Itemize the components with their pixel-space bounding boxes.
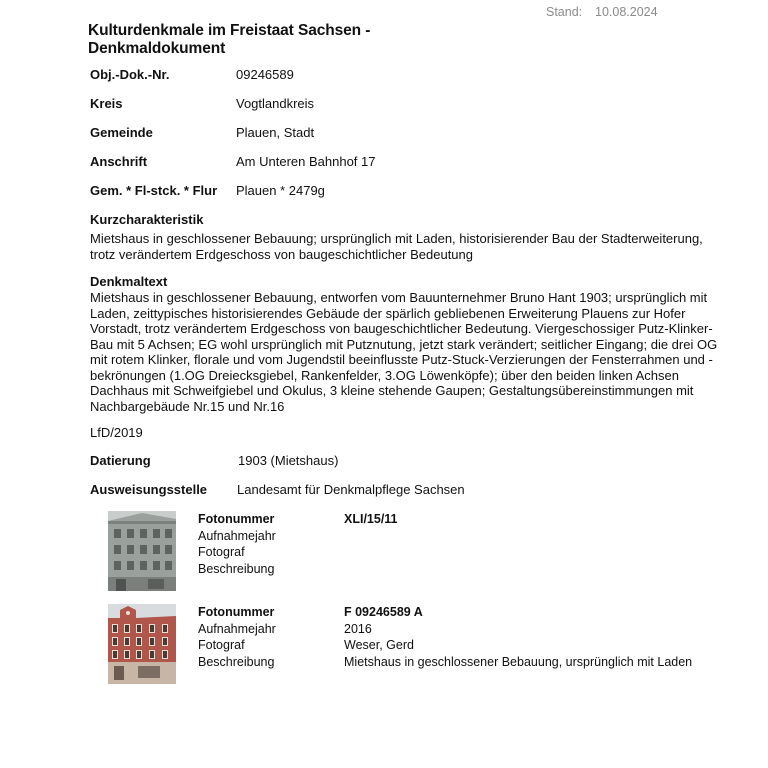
photo-2-fotograf-label: Fotograf	[198, 638, 245, 653]
objdok-value: 09246589	[236, 67, 294, 82]
photo-2-beschreibung-value: Mietshaus in geschlossener Bebauung, ursprünglich mit Laden	[344, 654, 693, 669]
photo-2-fotonummer-label: Fotonummer	[198, 605, 275, 619]
photo-2-values	[344, 604, 692, 670]
kurz-text: Mietshaus in geschlossener Bebauung; ursprünglich mit Laden, historisierender Bau der Stadterweiterung, trotz verändertem Erdgeschoss von baugeschichtlicher Bedeutung	[90, 231, 703, 262]
photo-1-labels	[198, 511, 276, 577]
gemeinde-value: Plauen, Stadt	[236, 125, 315, 140]
stand-date: 10.08.2024	[595, 5, 658, 19]
ausweisung-value: Landesamt für Denkmalpflege Sachsen	[237, 482, 465, 497]
photo-2-aufnahmejahr-value: 2016	[344, 621, 372, 636]
datierung-value: 1903 (Mietshaus)	[238, 453, 339, 468]
denkmal-text: Mietshaus in geschlossener Bebauung, entworfen vom Bauunternehmer Bruno Hant 1903; ursprünglich mit Laden, zeittypisches historisierendes Gebäude der spärlich gebliebenen Erweiterung Plauens zur Hofer Vorstadt, trotz verändertem Erdgeschoss von baugeschichtlicher Bedeutung. Viergeschossiger Putz-Klinker-Bau mit 5 Achsen; EG wohl ursprünglich mit Putznutung, jetzt stark verändert; seitlicher Eingang; die drei OG mit rotem Klinker, florale und vom Jugendstil beeinflusste Putz-Stuck-Verzierungen der Fensterrahmen und - bekrönungen (1.OG Dreiecksgiebel, Rankenfelder, 3.OG Löwenköpfe); über den beiden linken Achsen Dachhaus mit Schweifgiebel und Okulus, 3 kleine stehende Gaupen; Gestaltungsübereinstimmungen mit Nachbargebäude Nr.15 und Nr.16	[90, 290, 718, 414]
photo-1-values	[344, 511, 398, 528]
denkmal-heading: Denkmaltext	[90, 274, 168, 289]
building-photo-brick	[108, 604, 176, 684]
ausweisung-label: Ausweisungsstelle	[90, 482, 208, 497]
flur-value: Plauen * 2479g	[236, 183, 325, 198]
flur-label: Gem. * Fl-stck. * Flur	[90, 183, 218, 198]
photo-thumbnail-1[interactable]	[108, 511, 176, 591]
title-line-1: Kulturdenkmale im Freistaat Sachsen -	[88, 22, 371, 39]
photo-thumbnail-2[interactable]	[108, 604, 176, 684]
photo-2-fotograf-value: Weser, Gerd	[344, 638, 414, 653]
photo-1-fotonummer-label: Fotonummer	[198, 512, 275, 526]
photo-1-fotonummer-value: XLI/15/11	[344, 512, 398, 526]
gemeinde-label: Gemeinde	[90, 125, 153, 140]
datierung-label: Datierung	[90, 453, 151, 468]
photo-2-beschreibung-label: Beschreibung	[198, 654, 275, 669]
photo-1-beschreibung-label: Beschreibung	[198, 561, 275, 576]
denkmal-source: LfD/2019	[90, 425, 143, 440]
building-photo-gray	[108, 511, 176, 591]
anschrift-label: Anschrift	[90, 154, 148, 169]
kurz-heading: Kurzcharakteristik	[90, 212, 204, 227]
photo-1-fotograf-label: Fotograf	[198, 545, 245, 560]
objdok-label: Obj.-Dok.-Nr.	[90, 67, 170, 82]
stand-label: Stand:	[546, 5, 583, 19]
photo-2-aufnahmejahr-label: Aufnahmejahr	[198, 621, 276, 636]
kreis-label: Kreis	[90, 96, 123, 111]
page-title	[88, 22, 370, 58]
anschrift-value: Am Unteren Bahnhof 17	[236, 154, 376, 169]
photo-2-fotonummer-value: F 09246589 A	[344, 605, 423, 619]
photo-1-aufnahmejahr-label: Aufnahmejahr	[198, 528, 276, 543]
photo-2-labels	[198, 604, 276, 670]
kreis-value: Vogtlandkreis	[236, 96, 315, 111]
title-line-2: Denkmaldokument	[88, 40, 226, 57]
